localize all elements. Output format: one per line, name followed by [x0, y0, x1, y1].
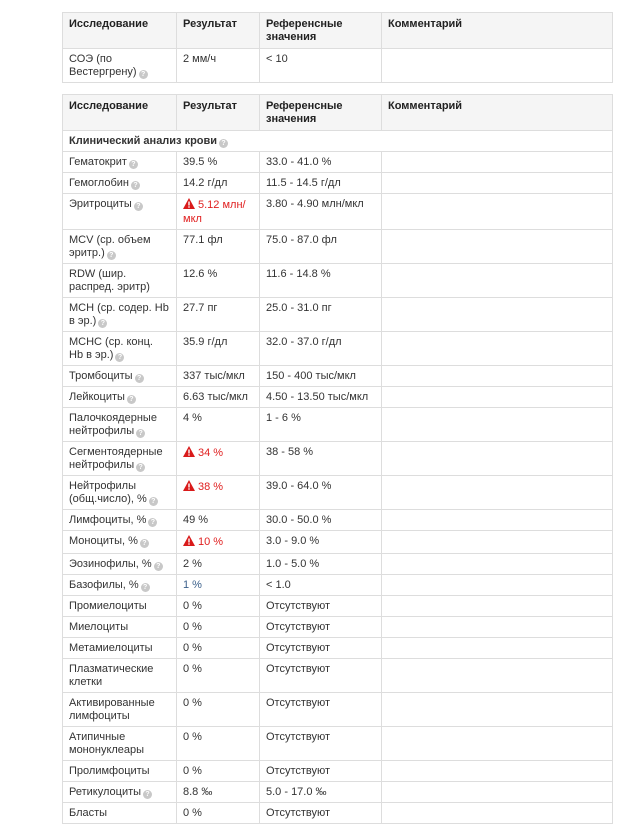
study-cell — [63, 617, 177, 638]
reference-value: 32.0 - 37.0 г/дл — [266, 336, 342, 348]
comment-cell — [382, 49, 613, 83]
result-value: 0 % — [183, 663, 202, 675]
table-row — [63, 761, 613, 782]
result-cell — [177, 442, 260, 476]
reference-value: Отсутствуют — [266, 697, 331, 709]
comment-cell — [382, 152, 613, 173]
comment-cell — [382, 782, 613, 803]
comment-cell — [382, 408, 613, 442]
comment-cell — [382, 230, 613, 264]
reference-cell — [260, 264, 382, 298]
result-cell — [177, 366, 260, 387]
help-icon[interactable]: ? — [131, 181, 140, 190]
header-comment: Комментарий — [382, 95, 613, 131]
result-cell — [177, 510, 260, 531]
study-name: MCH (ср. содер. Hb в эр.) — [69, 302, 169, 327]
reference-cell — [260, 782, 382, 803]
comment-cell — [382, 693, 613, 727]
study-cell — [63, 408, 177, 442]
result-cell — [177, 659, 260, 693]
study-name: Эритроциты — [69, 198, 132, 210]
result-value: 2 мм/ч — [183, 53, 217, 65]
reference-value: 38 - 58 % — [266, 446, 314, 458]
reference-value: Отсутствуют — [266, 807, 331, 819]
table-header-row — [63, 13, 613, 49]
table-row — [63, 152, 613, 173]
comment-cell — [382, 554, 613, 575]
study-cell — [63, 596, 177, 617]
result-cell — [177, 298, 260, 332]
reference-cell — [260, 408, 382, 442]
result-cell — [177, 476, 260, 510]
warning-icon — [183, 198, 195, 213]
help-icon[interactable]: ? — [107, 251, 116, 260]
study-cell — [63, 659, 177, 693]
comment-cell — [382, 659, 613, 693]
reference-value: 3.80 - 4.90 млн/мкл — [266, 198, 364, 210]
table-row — [63, 575, 613, 596]
reference-cell — [260, 575, 382, 596]
table-row — [63, 510, 613, 531]
reference-value: < 1.0 — [266, 579, 291, 591]
reference-value: < 10 — [266, 53, 288, 65]
header-reference: Референсные значения — [260, 13, 382, 49]
reference-cell — [260, 693, 382, 727]
help-icon[interactable]: ? — [148, 518, 157, 527]
table-row — [63, 442, 613, 476]
reference-value: 5.0 - 17.0 ‰ — [266, 786, 327, 798]
result-cell — [177, 531, 260, 554]
study-cell — [63, 442, 177, 476]
help-icon[interactable]: ? — [115, 353, 124, 362]
result-value: 337 тыс/мкл — [183, 370, 245, 382]
study-cell — [63, 173, 177, 194]
help-icon[interactable]: ? — [134, 202, 143, 211]
section-label: Клинический анализ крови — [69, 135, 218, 147]
study-name: Моноциты, % — [69, 535, 138, 547]
comment-cell — [382, 531, 613, 554]
reference-value: 33.0 - 41.0 % — [266, 156, 332, 168]
result-value: 6.63 тыс/мкл — [183, 391, 248, 403]
table-row — [63, 230, 613, 264]
result-value: 0 % — [183, 621, 202, 633]
reference-cell — [260, 617, 382, 638]
result-cell — [177, 554, 260, 575]
study-cell — [63, 49, 177, 83]
comment-cell — [382, 761, 613, 782]
help-icon[interactable]: ? — [129, 160, 138, 169]
comment-cell — [382, 332, 613, 366]
table-row — [63, 727, 613, 761]
result-value: 77.1 фл — [183, 234, 223, 246]
study-name: Миелоциты — [69, 621, 129, 633]
table-row — [63, 194, 613, 230]
table-row — [63, 264, 613, 298]
table-row — [63, 173, 613, 194]
study-name: Тромбоциты — [69, 370, 133, 382]
reference-cell — [260, 659, 382, 693]
study-cell — [63, 264, 177, 298]
study-name: RDW (шир. распред. эритр) — [69, 268, 150, 293]
reference-cell — [260, 510, 382, 531]
table-row — [63, 782, 613, 803]
result-value: 34 % — [198, 447, 224, 459]
reference-cell — [260, 761, 382, 782]
reference-cell — [260, 298, 382, 332]
study-name: MCHC (ср. конц. Hb в эр.) — [69, 336, 153, 361]
study-name: MCV (ср. объем эритр.) — [69, 234, 151, 259]
result-cell — [177, 596, 260, 617]
result-value: 39.5 % — [183, 156, 218, 168]
reference-cell — [260, 554, 382, 575]
reference-cell — [260, 531, 382, 554]
table-row — [63, 332, 613, 366]
reference-cell — [260, 596, 382, 617]
reference-cell — [260, 638, 382, 659]
study-name: Ретикулоциты — [69, 786, 142, 798]
result-value: 35.9 г/дл — [183, 336, 228, 348]
reference-cell — [260, 332, 382, 366]
result-value: 14.2 г/дл — [183, 177, 228, 189]
table-row — [63, 554, 613, 575]
help-icon[interactable]: ? — [127, 395, 136, 404]
study-name: Сегментоядерные нейтрофилы — [69, 446, 163, 471]
study-cell — [63, 554, 177, 575]
warning-icon — [183, 446, 195, 461]
comment-cell — [382, 264, 613, 298]
comment-cell — [382, 442, 613, 476]
help-icon[interactable]: ? — [143, 790, 152, 799]
reference-cell — [260, 230, 382, 264]
study-name: Лейкоциты — [69, 391, 125, 403]
result-cell — [177, 387, 260, 408]
table-row — [63, 659, 613, 693]
study-name: Промиелоциты — [69, 600, 147, 612]
study-name: Гемоглобин — [69, 177, 129, 189]
reference-cell — [260, 476, 382, 510]
result-value: 38 % — [198, 481, 224, 493]
reference-cell — [260, 727, 382, 761]
table-row — [63, 366, 613, 387]
table-row — [63, 298, 613, 332]
study-name: Базофилы, % — [69, 579, 139, 591]
reference-value: 3.0 - 9.0 % — [266, 535, 320, 547]
result-value: 0 % — [183, 600, 202, 612]
blood-analysis-table — [62, 94, 613, 824]
result-value: 8.8 ‰ — [183, 786, 213, 798]
comment-cell — [382, 387, 613, 408]
table-row — [63, 531, 613, 554]
reference-cell — [260, 803, 382, 824]
result-value: 0 % — [183, 807, 202, 819]
help-icon[interactable]: ? — [98, 319, 107, 328]
reference-value: 25.0 - 31.0 пг — [266, 302, 332, 314]
result-cell — [177, 408, 260, 442]
comment-cell — [382, 638, 613, 659]
result-value: 10 % — [198, 536, 224, 548]
result-cell — [177, 693, 260, 727]
warning-icon — [183, 535, 195, 550]
study-name: Лимфоциты, % — [69, 514, 147, 526]
esr-results-table — [62, 12, 613, 83]
study-cell — [63, 575, 177, 596]
reference-value: 4.50 - 13.50 тыс/мкл — [266, 391, 369, 403]
reference-cell — [260, 387, 382, 408]
study-name: Палочкоядерные нейтрофилы — [69, 412, 157, 437]
table-row — [63, 803, 613, 824]
header-reference: Референсные значения — [260, 95, 382, 131]
result-value: 1 % — [183, 579, 202, 591]
study-name: Нейтрофилы (общ.число), % — [69, 480, 147, 505]
reference-value: Отсутствуют — [266, 663, 331, 675]
result-cell — [177, 575, 260, 596]
result-value: 0 % — [183, 697, 202, 709]
comment-cell — [382, 617, 613, 638]
reference-value: 39.0 - 64.0 % — [266, 480, 332, 492]
study-name: СОЭ (по Вестергрену) — [69, 53, 137, 78]
study-cell — [63, 761, 177, 782]
study-cell — [63, 476, 177, 510]
reference-cell — [260, 194, 382, 230]
comment-cell — [382, 298, 613, 332]
study-cell — [63, 693, 177, 727]
reference-value: 1 - 6 % — [266, 412, 301, 424]
reference-cell — [260, 173, 382, 194]
header-comment: Комментарий — [382, 13, 613, 49]
header-study: Исследование — [63, 95, 177, 131]
table-row — [63, 408, 613, 442]
result-cell — [177, 761, 260, 782]
help-icon[interactable]: ? — [135, 374, 144, 383]
table-row — [63, 49, 613, 83]
section-row — [63, 131, 613, 152]
reference-value: Отсутствуют — [266, 600, 331, 612]
result-cell — [177, 264, 260, 298]
result-cell — [177, 152, 260, 173]
study-name: Эозинофилы, % — [69, 558, 152, 570]
comment-cell — [382, 803, 613, 824]
study-cell — [63, 230, 177, 264]
study-cell — [63, 510, 177, 531]
reference-value: Отсутствуют — [266, 642, 331, 654]
result-value: 4 % — [183, 412, 202, 424]
result-value: 5.12 млн/мкл — [183, 199, 246, 225]
reference-cell — [260, 49, 382, 83]
comment-cell — [382, 727, 613, 761]
study-cell — [63, 332, 177, 366]
result-cell — [177, 49, 260, 83]
result-value: 27.7 пг — [183, 302, 218, 314]
study-cell — [63, 803, 177, 824]
study-cell — [63, 782, 177, 803]
study-cell — [63, 387, 177, 408]
study-name: Гематокрит — [69, 156, 127, 168]
study-name: Бласты — [69, 807, 108, 819]
study-cell — [63, 727, 177, 761]
table-row — [63, 476, 613, 510]
result-cell — [177, 194, 260, 230]
table-row — [63, 693, 613, 727]
help-icon[interactable]: ? — [136, 463, 145, 472]
result-cell — [177, 230, 260, 264]
reference-value: Отсутствуют — [266, 765, 331, 777]
result-cell — [177, 173, 260, 194]
table-row — [63, 596, 613, 617]
comment-cell — [382, 366, 613, 387]
table-row — [63, 617, 613, 638]
help-icon[interactable]: ? — [136, 429, 145, 438]
help-icon[interactable]: ? — [140, 539, 149, 548]
table-header-row — [63, 95, 613, 131]
study-name: Метамиелоциты — [69, 642, 153, 654]
reference-cell — [260, 442, 382, 476]
comment-cell — [382, 596, 613, 617]
study-cell — [63, 298, 177, 332]
section-title — [63, 131, 613, 152]
result-value: 0 % — [183, 642, 202, 654]
reference-value: 30.0 - 50.0 % — [266, 514, 332, 526]
comment-cell — [382, 194, 613, 230]
study-cell — [63, 194, 177, 230]
study-name: Атипичные мононуклеары — [69, 731, 145, 756]
header-result: Результат — [177, 13, 260, 49]
reference-value: 150 - 400 тыс/мкл — [266, 370, 356, 382]
study-cell — [63, 531, 177, 554]
reference-value: 11.5 - 14.5 г/дл — [266, 177, 341, 189]
help-icon[interactable]: ? — [139, 70, 148, 79]
reference-cell — [260, 366, 382, 387]
result-value: 49 % — [183, 514, 209, 526]
reference-value: Отсутствуют — [266, 731, 331, 743]
result-value: 0 % — [183, 765, 202, 777]
help-icon[interactable]: ? — [149, 497, 158, 506]
reference-value: Отсутствуют — [266, 621, 331, 633]
study-cell — [63, 638, 177, 659]
comment-cell — [382, 476, 613, 510]
result-value: 0 % — [183, 731, 202, 743]
table-row — [63, 638, 613, 659]
help-icon[interactable]: ? — [154, 562, 163, 571]
reference-value: 75.0 - 87.0 фл — [266, 234, 337, 246]
result-cell — [177, 638, 260, 659]
reference-value: 1.0 - 5.0 % — [266, 558, 320, 570]
reference-value: 11.6 - 14.8 % — [266, 268, 331, 280]
result-cell — [177, 782, 260, 803]
study-name: Плазматические клетки — [69, 663, 154, 688]
study-cell — [63, 366, 177, 387]
study-name: Пролимфоциты — [69, 765, 150, 777]
result-value: 12.6 % — [183, 268, 218, 280]
comment-cell — [382, 575, 613, 596]
comment-cell — [382, 173, 613, 194]
comment-cell — [382, 510, 613, 531]
header-study: Исследование — [63, 13, 177, 49]
warning-icon — [183, 480, 195, 495]
header-result: Результат — [177, 95, 260, 131]
study-cell — [63, 152, 177, 173]
result-cell — [177, 332, 260, 366]
result-value: 2 % — [183, 558, 202, 570]
help-icon[interactable]: ? — [141, 583, 150, 592]
help-icon[interactable]: ? — [219, 139, 228, 148]
result-cell — [177, 803, 260, 824]
result-cell — [177, 727, 260, 761]
table-row — [63, 387, 613, 408]
result-cell — [177, 617, 260, 638]
study-name: Активированные лимфоциты — [69, 697, 155, 722]
reference-cell — [260, 152, 382, 173]
